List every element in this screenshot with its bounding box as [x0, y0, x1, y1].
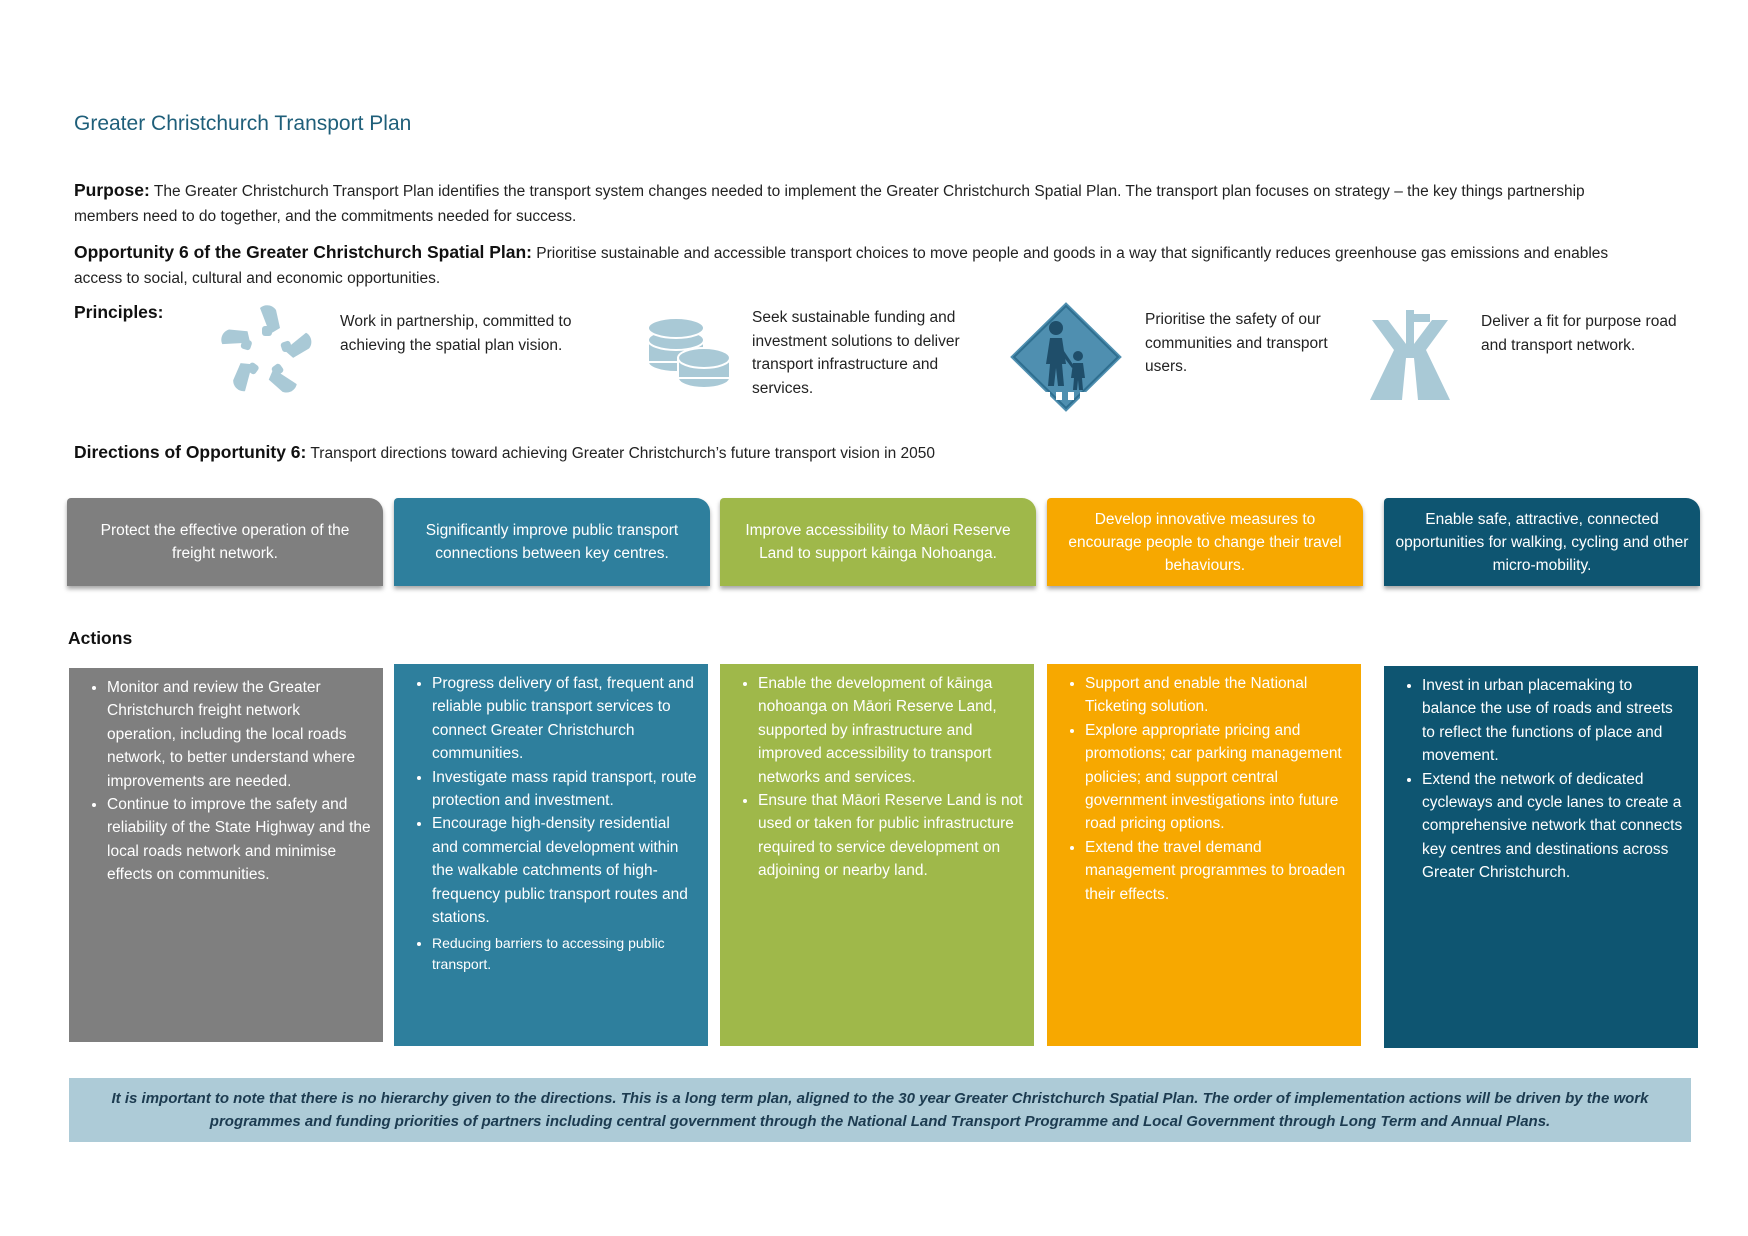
actions-travel-behaviour — [1047, 664, 1361, 1046]
principle-text-funding: Seek sustainable funding and investment solutions to deliver transport infrastructure and services. — [752, 309, 960, 397]
list-item: • Ensure that Māori Reserve Land is not used or taken for public infrastructure required to service development on adjoining or nearby land. — [758, 789, 1024, 883]
list-item: • Enable the development of kāinga nohoanga on Māori Reserve Land, supported by infrastructure and improved accessibility to transport networks and services. — [758, 672, 1024, 789]
list-item: • Explore appropriate pricing and promotions; car parking management policies; and support central government investigations into future road pricing options. — [1085, 719, 1351, 836]
opportunity-label: Opportunity 6 of the Greater Christchurch Spatial Plan: — [74, 242, 532, 262]
list-item: • Progress delivery of fast, frequent and reliable public transport services to connect Greater Christchurch communities. — [432, 672, 698, 766]
list-item: • Investigate mass rapid transport, route protection and investment. — [432, 766, 698, 813]
list-item: • Reducing barriers to accessing public transport. — [432, 933, 698, 975]
list-item: • Extend the travel demand management programmes to broaden their effects. — [1085, 836, 1351, 906]
purpose-paragraph — [74, 178, 1634, 229]
list-item: • Support and enable the National Ticketing solution. — [1085, 672, 1351, 719]
opportunity-text: Prioritise sustainable and accessible transport choices to move people and goods in a way that significantly reduces greenhouse gas emissions and enables access to social, cultural and economic opportunities. — [74, 245, 1609, 287]
list-item: • Encourage high-density residential and commercial development within the walkable catchments of high-frequency public transport routes and stations. — [432, 812, 698, 929]
directions-label: Directions of Opportunity 6: — [74, 442, 307, 462]
direction-travel-behaviour: Develop innovative measures to encourage people to change their travel behaviours. — [1047, 498, 1363, 586]
pedestrian-crossing-sign-icon — [1006, 298, 1126, 421]
coins-icon — [644, 316, 734, 397]
purpose-label: Purpose: — [74, 180, 150, 200]
actions-freight — [69, 668, 383, 1042]
implementation-note: It is important to note that there is no hierarchy given to the directions. This is a long term plan, aligned to the 30 year Greater Christchurch Spatial Plan. The order of implementation actions will be driven by the work programmes and funding priorities of partners including central government through the National Land Transport Programme and Local Government through Long Term and Annual Plans. — [69, 1078, 1691, 1142]
list-item: • Invest in urban placemaking to balance the use of roads and streets to reflect the functions of place and movement. — [1422, 674, 1688, 768]
opportunity-paragraph — [74, 240, 1634, 291]
direction-public-transport: Significantly improve public transport connections between key centres. — [394, 498, 710, 586]
road-signpost-icon — [1368, 310, 1452, 407]
directions-paragraph — [74, 440, 1634, 466]
page-title: Greater Christchurch Transport Plan — [74, 112, 412, 135]
actions-label: Actions — [68, 628, 133, 648]
list-item: • Continue to improve the safety and reliability of the State Highway and the local roads network and minimise effects on communities. — [107, 793, 373, 887]
direction-freight: Protect the effective operation of the freight network. — [67, 498, 383, 586]
actions-public-transport — [394, 664, 708, 1046]
principle-text-safety: Prioritise the safety of our communities and transport users. — [1145, 311, 1328, 375]
principles-label: Principles: — [74, 302, 164, 322]
principle-text-partnership: Work in partnership, committed to achieving the spatial plan vision. — [340, 313, 572, 354]
direction-maori-reserve-land: Improve accessibility to Māori Reserve Land to support kāinga Nohoanga. — [720, 498, 1036, 586]
actions-maori-reserve-land — [720, 664, 1034, 1046]
direction-micro-mobility: Enable safe, attractive, connected opportunities for walking, cycling and other micro-mobility. — [1384, 498, 1700, 586]
purpose-text: The Greater Christchurch Transport Plan identifies the transport system changes needed to implement the Greater Christchurch Spatial Plan. The transport plan focuses on strategy – the key things partnership members need to do together, and the commitments needed for success. — [74, 183, 1585, 225]
principle-text-network: Deliver a fit for purpose road and transport network. — [1481, 313, 1677, 354]
list-item: • Monitor and review the Greater Christchurch freight network operation, including the local roads network, to better understand where improvements are needed. — [107, 676, 373, 793]
directions-text: Transport directions toward achieving Greater Christchurch’s future transport vision in 2050 — [306, 445, 936, 462]
list-item: • Extend the network of dedicated cycleways and cycle lanes to create a comprehensive network that connects key centres and destinations across Greater Christchurch. — [1422, 768, 1688, 885]
partnership-hands-icon — [212, 302, 320, 407]
actions-micro-mobility — [1384, 666, 1698, 1048]
